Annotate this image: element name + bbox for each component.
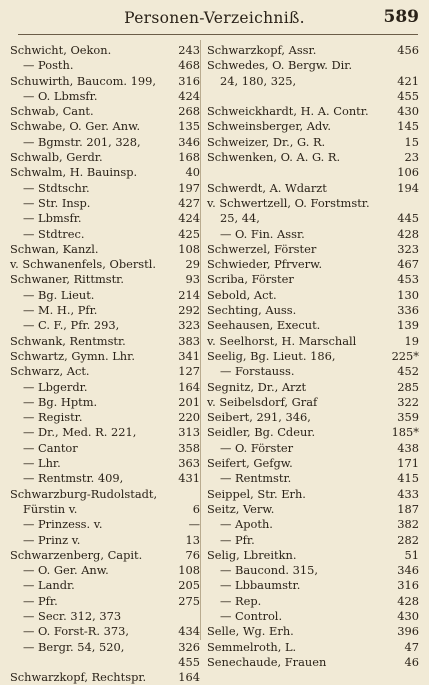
index-entry	[207, 58, 419, 73]
entry-name: — Lhr.	[23, 456, 61, 471]
entry-name: — Str. Insp.	[23, 195, 91, 210]
entry-name: — Bergr. 54, 520,	[23, 639, 125, 654]
entry-page-refs: 164	[178, 379, 200, 394]
entry-name: — O. Lbmsfr.	[23, 88, 98, 103]
entry-page-refs: 76	[185, 547, 200, 562]
entry-name: Seehausen, Execut.	[207, 318, 321, 333]
entry-page-refs: 225*	[391, 348, 419, 363]
entry-name: v. Seibelsdorf, Graf	[207, 394, 318, 409]
entry-name: Fürstin v.	[23, 501, 78, 516]
entry-page-refs: 130	[397, 287, 419, 302]
entry-page-refs: 139	[397, 318, 419, 333]
entry-name: Schweinsberger, Adv.	[207, 119, 331, 134]
index-entry	[10, 135, 200, 150]
index-entry	[207, 349, 419, 364]
entry-page-refs: 19	[404, 333, 419, 348]
entry-page-refs: 282	[397, 532, 419, 547]
entry-page-refs: 323	[397, 241, 419, 256]
index-entry	[10, 594, 200, 609]
entry-page-refs: 127	[178, 364, 200, 379]
index-entry	[10, 334, 200, 349]
index-entry	[10, 624, 200, 639]
entry-page-refs: 431	[178, 471, 200, 486]
entry-name: Schwarzenberg, Capit.	[10, 547, 143, 562]
index-entry	[207, 272, 419, 287]
entry-name: Schwaner, Rittmstr.	[10, 272, 124, 287]
entry-name: Schwicht, Oekon.	[10, 43, 112, 57]
entry-page-refs: 467	[397, 257, 419, 272]
entry-name: Schweizer, Dr., G. R.	[207, 134, 326, 149]
entry-name: Seelig, Bg. Lieut. 186,	[207, 348, 336, 363]
index-entry	[207, 425, 419, 440]
entry-page-refs: 6	[192, 501, 200, 516]
index-entry	[10, 303, 200, 318]
entry-name: Schwarzburg-Rudolstadt,	[10, 486, 158, 501]
index-entry	[207, 563, 419, 578]
entry-name: Senechaude, Frauen	[207, 654, 327, 669]
entry-page-refs: 428	[397, 226, 419, 241]
index-entry	[10, 380, 200, 395]
entry-name: — M. H., Pfr.	[23, 303, 98, 318]
entry-name: — O. Förster	[220, 440, 294, 455]
index-entry	[207, 288, 419, 303]
index-entry	[10, 181, 200, 196]
page-title: Personen-Verzeichniß.	[124, 9, 305, 27]
page-number: 589	[383, 7, 419, 27]
entry-name: Schwalb, Gerdr.	[10, 150, 103, 165]
entry-name: Schwarzkopf, Assr.	[207, 43, 317, 57]
index-entry	[207, 517, 419, 532]
index-entry	[10, 548, 200, 563]
entry-name: — Bg. Hptm.	[23, 394, 98, 409]
index-entry	[10, 242, 200, 257]
index-entry	[207, 303, 419, 318]
index-entry	[10, 318, 200, 333]
entry-page-refs: 185*	[391, 425, 419, 440]
index-entry	[10, 456, 200, 471]
index-entry	[10, 609, 200, 624]
entry-name: — Prinzess. v.	[23, 517, 103, 532]
entry-name: — Lbbaumstr.	[220, 578, 301, 593]
entry-page-refs: 455	[178, 654, 200, 669]
page-header	[0, 9, 429, 33]
index-entry	[10, 533, 200, 548]
entry-page-refs: 316	[397, 578, 419, 593]
entry-name: Schwabe, O. Ger. Anw.	[10, 119, 141, 134]
index-entry	[10, 211, 200, 226]
entry-page-refs: 220	[178, 410, 200, 425]
entry-name: — O. Forst-R. 373,	[23, 624, 129, 639]
entry-name: Scriba, Förster	[207, 272, 294, 287]
entry-page-refs: 468	[178, 58, 200, 73]
entry-page-refs: 346	[397, 563, 419, 578]
entry-name: Semmelroth, L.	[207, 639, 297, 654]
entry-name: v. Seelhorst, H. Marschall	[207, 333, 357, 348]
index-entry	[10, 410, 200, 425]
entry-page-refs: 455	[397, 88, 419, 103]
entry-page-refs: 51	[404, 547, 419, 562]
entry-page-refs: 15	[404, 134, 419, 149]
entry-name: Seitz, Verw.	[207, 501, 275, 516]
entry-name: Sechting, Auss.	[207, 303, 297, 318]
entry-name: Schuwirth, Baucom. 199,	[10, 73, 156, 88]
entry-page-refs: 171	[397, 456, 419, 471]
entry-page-refs: —	[188, 517, 200, 532]
index-entry	[207, 89, 419, 104]
index-entry	[10, 655, 200, 670]
entry-page-refs: 46	[404, 654, 419, 669]
entry-name: — Lbmsfr.	[23, 211, 82, 226]
entry-name: Selle, Wg. Erh.	[207, 624, 294, 639]
entry-page-refs: 322	[397, 394, 419, 409]
entry-page-refs: 445	[397, 211, 419, 226]
entry-page-refs: 194	[397, 180, 419, 195]
entry-page-refs: 341	[178, 348, 200, 363]
entry-page-refs: 363	[178, 456, 200, 471]
entry-name: Schwartz, Gymn. Lhr.	[10, 348, 135, 363]
entry-page-refs: 336	[397, 303, 419, 318]
entry-name: — Bg. Lieut.	[23, 287, 95, 302]
entry-name: Seifert, Gefgw.	[207, 456, 293, 471]
entry-name: — Cantor	[23, 440, 78, 455]
entry-page-refs: 29	[185, 257, 200, 272]
entry-name: — Rep.	[220, 593, 262, 608]
index-entry	[207, 104, 419, 119]
entry-page-refs: 292	[178, 303, 200, 318]
entry-page-refs: 40	[185, 165, 200, 180]
column-divider	[200, 40, 201, 640]
entry-page-refs: 326	[178, 639, 200, 654]
entry-page-refs: 430	[397, 608, 419, 623]
index-entry	[207, 471, 419, 486]
entry-name: — Rentmstr. 409,	[23, 471, 124, 486]
index-entry	[10, 288, 200, 303]
entry-page-refs: 424	[178, 211, 200, 226]
entry-name: Segnitz, Dr., Arzt	[207, 379, 307, 394]
entry-name: Selig, Lbreitkn.	[207, 547, 297, 562]
entry-name: Schweickhardt, H. A. Contr.	[207, 104, 369, 119]
index-entry	[207, 211, 419, 226]
entry-name: — Pfr.	[220, 532, 255, 547]
entry-name: — Prinz v.	[23, 532, 81, 547]
index-entry	[10, 578, 200, 593]
entry-name: Schwan, Kanzl.	[10, 241, 99, 256]
index-entry	[207, 395, 419, 410]
index-entry	[207, 43, 419, 58]
entry-name: Sebold, Act.	[207, 287, 277, 302]
entry-name: Seippel, Str. Erh.	[207, 486, 306, 501]
entry-name: — Lbgerdr.	[23, 379, 88, 394]
index-entry	[10, 502, 200, 517]
entry-page-refs: 108	[178, 241, 200, 256]
index-entry	[207, 74, 419, 89]
entry-page-refs: 106	[397, 165, 419, 180]
index-entry	[207, 227, 419, 242]
entry-page-refs: 382	[397, 517, 419, 532]
entry-name: Schwieder, Pfrverw.	[207, 257, 323, 272]
entry-name: — Pfr.	[23, 593, 58, 608]
entry-page-refs: 346	[178, 134, 200, 149]
index-entry	[10, 272, 200, 287]
entry-name: — Apoth.	[220, 517, 273, 532]
index-entry	[207, 624, 419, 639]
index-entry	[207, 242, 419, 257]
entry-page-refs: 275	[178, 593, 200, 608]
entry-name: Seibert, 291, 346,	[207, 410, 311, 425]
index-entry	[10, 487, 200, 502]
entry-page-refs: 428	[397, 593, 419, 608]
index-entry	[10, 349, 200, 364]
index-entry	[10, 74, 200, 89]
index-entry	[10, 471, 200, 486]
entry-name: — Bgmstr. 201, 328,	[23, 134, 141, 149]
index-entry	[10, 227, 200, 242]
index-entry	[10, 563, 200, 578]
index-entry	[207, 609, 419, 624]
entry-page-refs: 359	[397, 410, 419, 425]
entry-name: — Secr. 312, 373	[23, 608, 122, 623]
index-entry	[207, 196, 419, 211]
entry-name: 25, 44,	[220, 211, 260, 226]
entry-name: — Dr., Med. R. 221,	[23, 425, 137, 440]
entry-page-refs: 434	[178, 624, 200, 639]
index-entry	[207, 441, 419, 456]
index-entry	[10, 425, 200, 440]
entry-page-refs: 164	[178, 670, 200, 685]
index-entry	[207, 502, 419, 517]
entry-page-refs: 433	[397, 486, 419, 501]
index-entry	[10, 196, 200, 211]
entry-page-refs: 425	[178, 226, 200, 241]
index-entry	[207, 318, 419, 333]
entry-page-refs: 438	[397, 440, 419, 455]
entry-page-refs: 205	[178, 578, 200, 593]
entry-page-refs: 93	[185, 272, 200, 287]
entry-name: 24, 180, 325,	[220, 73, 297, 88]
entry-page-refs: 453	[397, 272, 419, 287]
entry-page-refs: 187	[397, 501, 419, 516]
index-entry	[10, 165, 200, 180]
entry-page-refs: 145	[397, 119, 419, 134]
index-entry	[10, 517, 200, 532]
index-entry	[10, 43, 200, 58]
index-entry	[207, 640, 419, 655]
index-entry	[207, 150, 419, 165]
entry-name: v. Schwanenfels, Oberstl.	[10, 257, 156, 272]
index-entry	[10, 640, 200, 655]
entry-name: Schwarz, Act.	[10, 364, 90, 379]
entry-page-refs: 47	[404, 639, 419, 654]
entry-page-refs: 285	[397, 379, 419, 394]
entry-page-refs: 430	[397, 104, 419, 119]
index-entry	[10, 58, 200, 73]
index-entry	[207, 119, 419, 134]
index-entry	[207, 364, 419, 379]
entry-page-refs: 168	[178, 150, 200, 165]
entry-name: — C. F., Pfr. 293,	[23, 318, 120, 333]
entry-page-refs: 313	[178, 425, 200, 440]
entry-name: Schwenken, O. A. G. R.	[207, 150, 341, 165]
entry-name: Seidler, Bg. Cdeur.	[207, 425, 316, 440]
entry-name: Schwab, Cant.	[10, 104, 94, 119]
entry-page-refs: 201	[178, 394, 200, 409]
entry-page-refs: 268	[178, 104, 200, 119]
index-entry	[207, 578, 419, 593]
entry-page-refs: 23	[404, 150, 419, 165]
index-entry	[207, 487, 419, 502]
entry-page-refs: 13	[185, 532, 200, 547]
entry-page-refs: 456	[397, 43, 419, 57]
entry-page-refs: 427	[178, 195, 200, 210]
index-entry	[10, 670, 200, 685]
entry-name: — Forstauss.	[220, 364, 295, 379]
index-entry	[207, 380, 419, 395]
entry-name: — Baucond. 315,	[220, 563, 318, 578]
index-entry	[207, 334, 419, 349]
entry-page-refs: 358	[178, 440, 200, 455]
entry-name: Schwank, Rentmstr.	[10, 333, 126, 348]
index-entry	[10, 257, 200, 272]
left-column	[10, 43, 200, 685]
entry-name: Schwedes, O. Bergw. Dir.	[207, 58, 353, 73]
entry-page-refs: 135	[178, 119, 200, 134]
entry-name: — Stdtrec.	[23, 226, 85, 241]
entry-name: — Control.	[220, 608, 283, 623]
entry-name: — Registr.	[23, 410, 83, 425]
entry-page-refs: 316	[178, 73, 200, 88]
entry-name: — O. Fin. Assr.	[220, 226, 305, 241]
entry-name: v. Schwertzell, O. Forstmstr.	[207, 195, 370, 210]
index-entry	[10, 395, 200, 410]
index-entry	[10, 89, 200, 104]
entry-page-refs: 214	[178, 287, 200, 302]
entry-name: Schwerdt, A. Wdarzt	[207, 180, 327, 195]
entry-name: — Stdtschr.	[23, 180, 90, 195]
index-entry	[207, 548, 419, 563]
right-column	[207, 43, 419, 670]
index-entry	[207, 533, 419, 548]
entry-page-refs: 243	[178, 43, 200, 57]
entry-name: — O. Ger. Anw.	[23, 563, 109, 578]
index-entry	[207, 181, 419, 196]
index-entry	[10, 364, 200, 379]
entry-page-refs: 424	[178, 88, 200, 103]
entry-name: — Rentmstr.	[220, 471, 292, 486]
entry-page-refs: 323	[178, 318, 200, 333]
index-entry	[207, 594, 419, 609]
index-entry	[10, 441, 200, 456]
entry-page-refs: 383	[178, 333, 200, 348]
entry-name: — Landr.	[23, 578, 75, 593]
entry-page-refs: 421	[397, 73, 419, 88]
entry-name: Schwalm, H. Bauinsp.	[10, 165, 138, 180]
index-entry	[207, 135, 419, 150]
entry-name: Schwerzel, Förster	[207, 241, 317, 256]
entry-name: Schwarzkopf, Rechtspr.	[10, 670, 147, 685]
index-entry	[207, 456, 419, 471]
entry-page-refs: 108	[178, 563, 200, 578]
index-entry	[10, 119, 200, 134]
index-entry	[207, 257, 419, 272]
header-rule	[18, 34, 418, 35]
index-entry	[207, 165, 419, 180]
entry-name: — Posth.	[23, 58, 74, 73]
entry-page-refs: 415	[397, 471, 419, 486]
index-entry	[10, 150, 200, 165]
entry-page-refs: 197	[178, 180, 200, 195]
entry-page-refs: 396	[397, 624, 419, 639]
index-entry	[207, 655, 419, 670]
entry-page-refs: 452	[397, 364, 419, 379]
index-entry	[10, 104, 200, 119]
index-entry	[207, 410, 419, 425]
